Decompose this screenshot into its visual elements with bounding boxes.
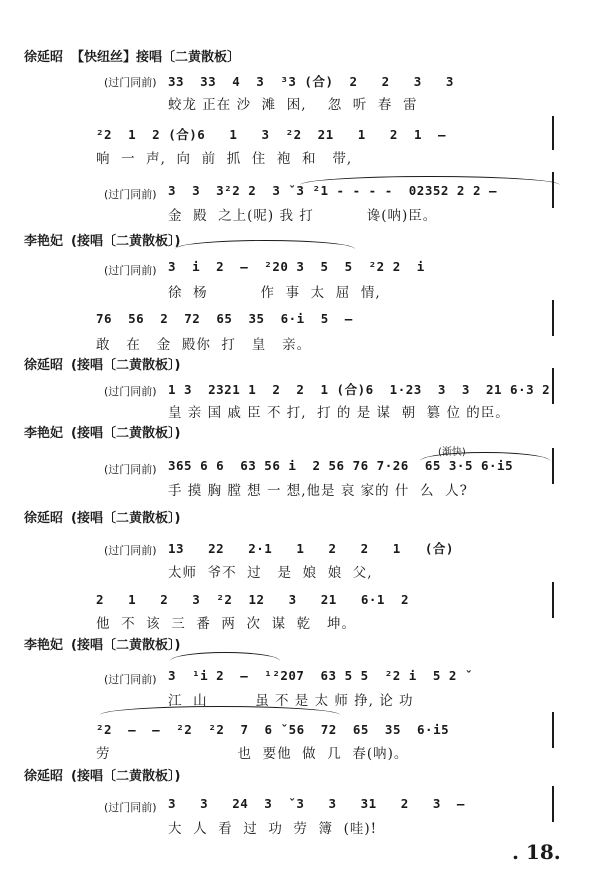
lyric-line: 他 不 该 三 番 两 次 谋 乾 坤。 <box>96 616 357 632</box>
notation-line: 3 3 24 3 ˇ3 3 31 2 3 – <box>168 796 465 811</box>
speaker-name: 李艳妃 (接唱〔二黄散板〕) <box>24 234 181 249</box>
lyric-line: 敢 在 金 殿你 打 皇 亲。 <box>96 337 312 353</box>
bar-line <box>552 448 554 484</box>
notation-line: 33 33 4 3 ³3 (合) 2 2 3 3 <box>168 74 454 89</box>
lyric-line: 金 殿 之上(呢) 我 打 谗(呐)臣。 <box>168 208 438 224</box>
singing-mode: (接唱〔二黄散板〕) <box>71 511 181 526</box>
notation-line: ²2 – – ²2 ²2 7 6 ˇ56 72 65 35 6·i5 <box>96 722 450 737</box>
bar-line <box>552 582 554 618</box>
notation-line: 13 22 2·1 1 2 2 1 (合) <box>168 541 454 556</box>
tempo-mark: (渐快) <box>438 447 466 458</box>
lyric-line: 劳 也 要他 做 几 春(呐)。 <box>96 746 409 762</box>
lyric-line: 蛟龙 正在 沙 滩 困, 忽 听 春 雷 <box>168 97 418 113</box>
prelude-label: (过门同前) <box>104 264 157 277</box>
speaker-name: 徐延昭 【快纽丝】接唱〔二黄散板〕 <box>24 50 241 65</box>
notation-line: 365 6 6 63 56 i 2 56 76 7·26 65 3·5 6·i5 <box>168 458 514 473</box>
slur <box>300 176 560 185</box>
prelude-label: (过门同前) <box>104 385 157 398</box>
notation-line: 2 1 2 3 ²2 12 3 21 6·1 2 <box>96 592 409 607</box>
speaker-name: 徐延昭 (接唱〔二黄散板〕) <box>24 769 181 784</box>
notation-line: 76 56 2 72 65 35 6·i 5 – <box>96 311 353 326</box>
lyric-line: 皇 亲 国 戚 臣 不 打, 打 的 是 谋 朝 篡 位 的臣。 <box>168 405 510 421</box>
prelude-label: (过门同前) <box>104 76 157 89</box>
notation-line: 3 3 3²2 2 3 ˇ3 ²1 - - - - 02352 2 2 – <box>168 183 498 198</box>
slur <box>175 240 355 249</box>
speaker-name: 徐延昭 (接唱〔二黄散板〕) <box>24 511 181 526</box>
notation-line: 1 3 2321 1 2 2 1 (合)6 1·23 3 3 21 6·3 2 <box>168 382 551 397</box>
notation-line: 3 i 2 – ²20 3 5 5 ²2 2 i <box>168 259 425 274</box>
lyric-line: 太师 爷不 过 是 娘 娘 父, <box>168 565 373 581</box>
bar-line <box>552 172 554 208</box>
bar-line <box>552 368 554 404</box>
singing-mode: (接唱〔二黄散板〕) <box>71 769 181 784</box>
prelude-label: (过门同前) <box>104 801 157 814</box>
singing-mode: (接唱〔二黄散板〕) <box>71 358 181 373</box>
lyric-line: 大 人 看 过 功 劳 簿 (哇)! <box>168 821 378 837</box>
notation-line: 3 ¹i 2 – ¹²207 63 5 5 ²2 i 5 2 ˇ <box>168 668 473 683</box>
prelude-label: (过门同前) <box>104 463 157 476</box>
lyric-line: 手 摸 胸 膛 想 一 想,他是 哀 家的 什 么 人? <box>168 483 468 499</box>
prelude-label: (过门同前) <box>104 544 157 557</box>
singing-mode: (接唱〔二黄散板〕) <box>71 638 181 653</box>
notation-line: ²2 1 2 (合)6 1 3 ²2 21 1 2 1 – <box>96 127 447 142</box>
slur <box>170 652 280 661</box>
prelude-label: (过门同前) <box>104 188 157 201</box>
speaker-name: 李艳妃 (接唱〔二黄散板〕) <box>24 638 181 653</box>
bar-line <box>552 116 554 150</box>
singing-mode: 【快纽丝】接唱〔二黄散板〕 <box>71 50 241 65</box>
speaker-name: 李艳妃 (接唱〔二黄散板〕) <box>24 426 181 441</box>
speaker-name: 徐延昭 (接唱〔二黄散板〕) <box>24 358 181 373</box>
bar-line <box>552 786 554 822</box>
page-number: . 18. <box>512 840 561 864</box>
lyric-line: 江 山 虽 不 是 太 师 挣, 论 功 <box>168 693 414 709</box>
singing-mode: (接唱〔二黄散板〕) <box>71 426 181 441</box>
lyric-line: 徐 杨 作 事 太 屈 情, <box>168 285 381 301</box>
bar-line <box>552 712 554 748</box>
prelude-label: (过门同前) <box>104 673 157 686</box>
lyric-line: 响 一 声, 向 前 抓 住 袍 和 带, <box>96 151 353 167</box>
singing-mode: (接唱〔二黄散板〕) <box>71 234 181 249</box>
bar-line <box>552 300 554 336</box>
